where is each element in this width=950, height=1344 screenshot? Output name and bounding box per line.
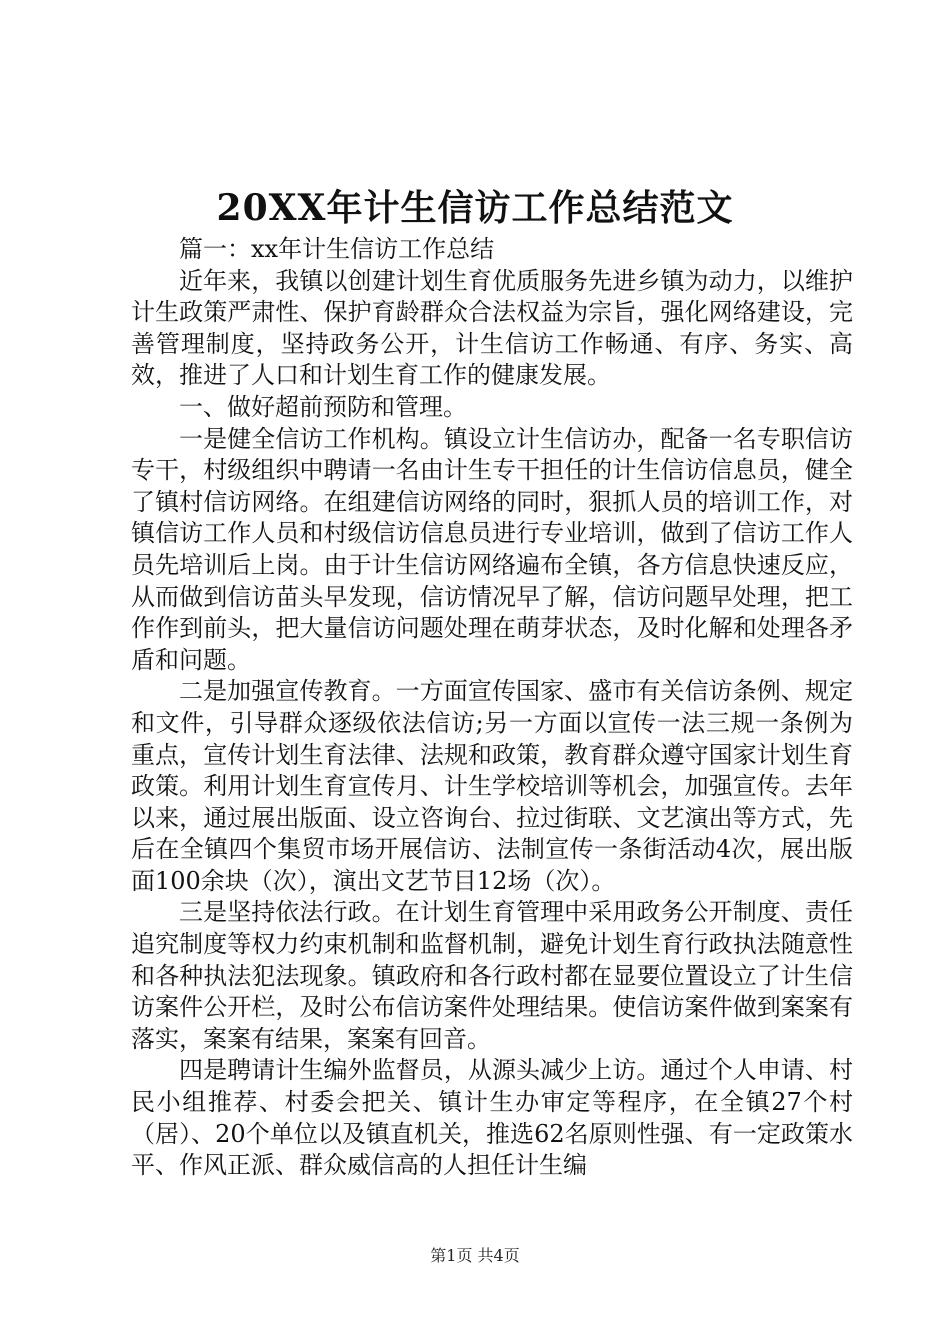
page-footer: 第1页 共4页 (430, 1246, 520, 1265)
paragraph-subtitle: 篇一：xx年计生信访工作总结 (179, 235, 495, 263)
paragraph-item-2: 二是加强宣传教育。一方面宣传国家、盛市有关信访条例、规定和文件，引导群众逐级依法信访;另一方面以宣传一法三规一条例为重点，宣传计划生育法律、法规和政策，教育群众遵守国家计划生育政策。利用计划生育宣传月、计生学校培训等机会，加强宣传。去年以来，通过展出版面、设立咨询台、拉过街联、文艺演出等方式，先后在全镇四个集贸市场开展信访、法制宣传一条街活动4次，展出版面100余块（次），演出文艺节目12场（次）。 (131, 677, 853, 895)
document-title: 20XX年计生信访工作总结范文 (216, 187, 734, 229)
paragraph-item-1: 一是健全信访工作机构。镇设立计生信访办，配备一名专职信访专干，村级组织中聘请一名由计生专干担任的计生信访信息员，健全了镇村信访网络。在组建信访网络的同时，狠抓人员的培训工作，对镇信访工作人员和村级信访信息员进行专业培训，做到了信访工作人员先培训后上岗。由于计生信访网络遍布全镇，各方信息快速反应，从而做到信访苗头早发现，信访情况早了解，信访问题早处理，把工作作到前头，把大量信访问题处理在萌芽状态，及时化解和处理各矛盾和问题。 (131, 424, 853, 674)
paragraph-intro: 近年来，我镇以创建计划生育优质服务先进乡镇为动力，以维护计生政策严肃性、保护育龄群众合法权益为宗旨，强化网络建设，完善管理制度，坚持政务公开，计生信访工作畅通、有序、务实、高效，推进了人口和计划生育工作的健康发展。 (131, 266, 853, 390)
section-heading: 一、做好超前预防和管理。 (179, 392, 467, 421)
paragraph-item-3: 三是坚持依法行政。在计划生育管理中采用政务公开制度、责任追究制度等权力约束机制和监督机制，避免计划生育行政执法随意性和各种执法犯法现象。镇政府和各行政村都在显要位置设立了计生信访案件公开栏，及时公布信访案件处理结果。使信访案件做到案案有落实，案案有结果，案案有回音。 (131, 898, 853, 1053)
paragraph-item-4: 四是聘请计生编外监督员，从源头减少上访。通过个人申请、村民小组推荐、村委会把关、镇计生办审定等程序，在全镇27个村（居）、20个单位以及镇直机关，推选62名原则性强、有一定政策水平、作风正派、群众威信高的人担任计生编 (131, 1056, 853, 1180)
document-body (131, 234, 853, 1182)
